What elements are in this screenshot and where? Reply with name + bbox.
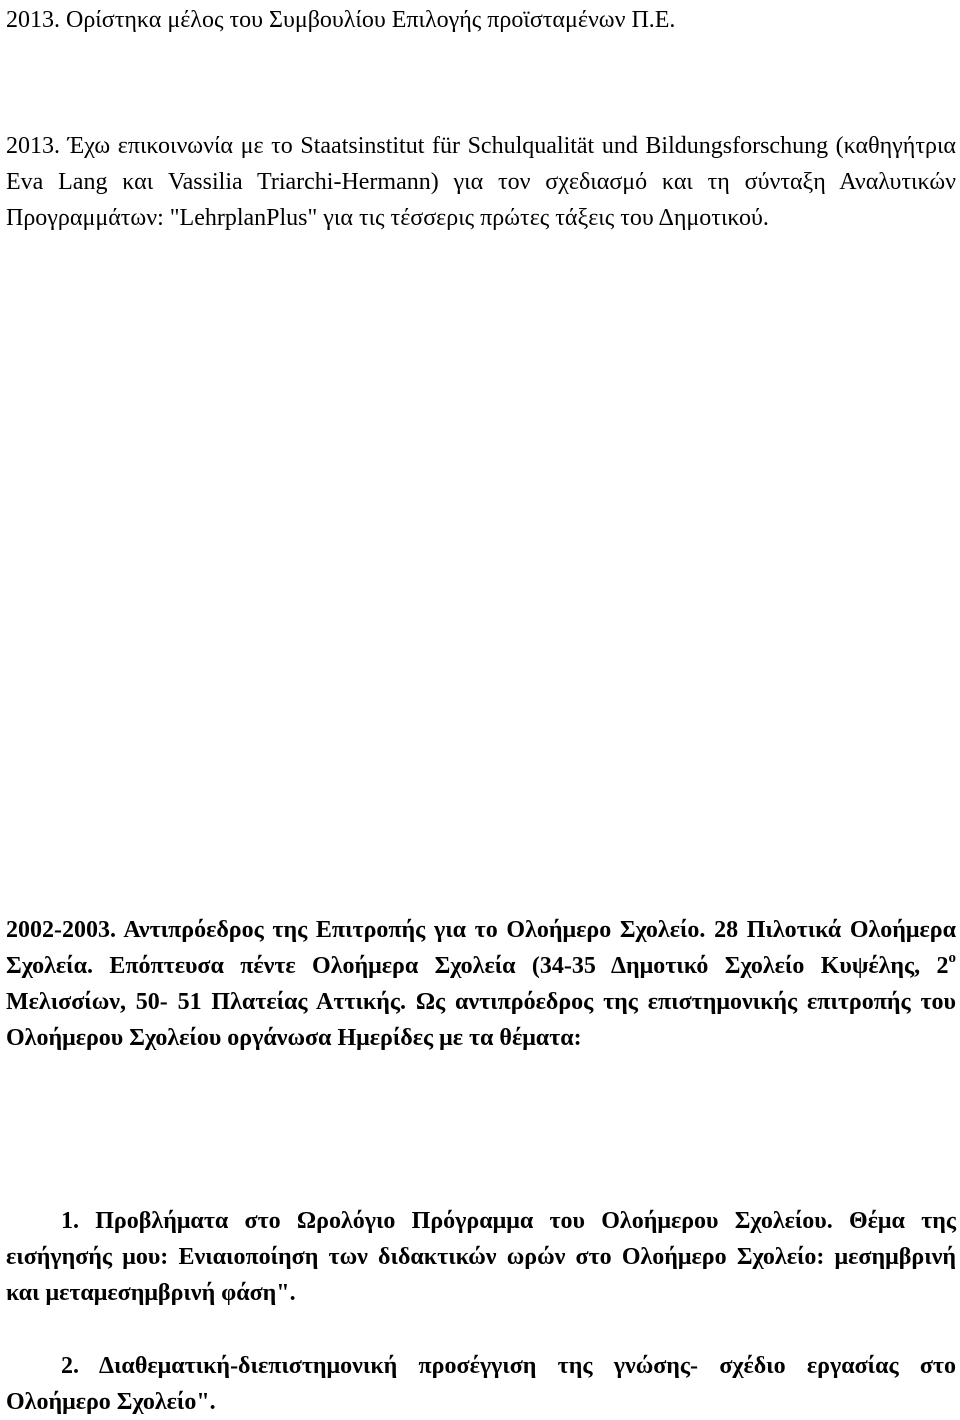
list-item-text: 2. Διαθεματική-διεπιστημονική προσέγγιση της γνώσης- σχέδιο εργασίας στο Ολοήμερο Σχολείο". [6, 1353, 956, 1415]
paragraph-text: 2002-2003. Αντιπρόεδρος της Επιτροπής για το Ολοήμερο Σχολείο. 28 Πιλοτικά Ολοήμερα Σχολεία. Επόπτευσα πέντε Ολοήμερα Σχολεία (34-35 Δημοτικό Σχολείο Κυψέλης, 2 [6, 917, 956, 979]
paragraph-council-membership: 2013. Ορίστηκα μέλος του Συμβουλίου Επιλογής προϊσταμένων Π.Ε. [6, 7, 676, 33]
paragraph-all-day-school-committee [6, 912, 956, 1056]
paragraph-text: Μελισσίων, 50- 51 Πλατείας Αττικής. Ως αντιπρόεδρος της επιστημονικής επιτροπής του Ολοήμερου Σχολείου οργάνωσα Ημερίδες με τα θέματα: [6, 989, 956, 1051]
paragraph-seminar-item-1 [6, 1203, 956, 1311]
paragraph-seminar-item-2 [6, 1348, 956, 1420]
list-item-text: 1. Προβλήματα στο Ωρολόγιο Πρόγραμμα του Ολοήμερου Σχολείου. Θέμα της εισήγησής μου: Ενιαιοποίηση των διδακτικών ωρών στο Ολοήμερο Σχολείο: μεσημβρινή και μεταμεσημβρινή φάση". [6, 1208, 956, 1306]
ordinal-superscript: ο [948, 950, 956, 966]
paragraph-lehrplanplus: 2013. Έχω επικοινωνία με το Staatsinstitut für Schulqualität und Bildungsforschung (καθηγήτρια Eva Lang και Vassilia Triarchi-Hermann) για τον σχεδιασμό και τη σύνταξη Αναλυτικών Προγραμμάτων: "LehrplanPlus" για τις τέσσερις πρώτες τάξεις του Δημοτικού. [6, 133, 956, 231]
